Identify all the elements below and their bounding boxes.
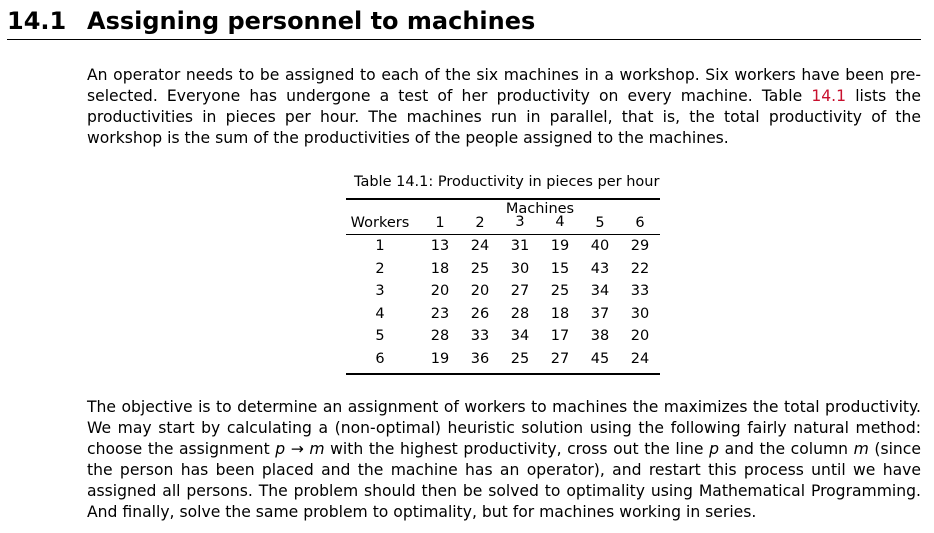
- productivity-cell: 25: [510, 351, 530, 367]
- worker-label: 4: [375, 305, 385, 322]
- table-bottom-rule: [346, 373, 660, 375]
- worker-label: 2: [375, 260, 385, 277]
- worker-label: 6: [375, 351, 385, 367]
- productivity-cell: 24: [630, 351, 650, 367]
- productivity-cell: 20: [430, 283, 450, 300]
- section-number: 14.1: [7, 7, 67, 35]
- objective-text-4: (since the person has been placed and the machine has an operator), and restart this process until we have assigned all persons. The problem should then be solved to optimality using Mathematical Programming. And finally, solve the same problem to optimality, but for machines working in series.: [87, 440, 921, 521]
- worker-label: 3: [375, 283, 385, 300]
- productivity-cell: 13: [430, 238, 450, 254]
- productivity-cell: 15: [550, 260, 570, 277]
- productivity-cell: 30: [510, 260, 530, 277]
- productivity-cell: 17: [550, 328, 570, 345]
- productivity-cell: 18: [430, 260, 450, 277]
- objective-text-1: The objective is to determine an assignment of workers to machines the maximizes the total productivity. We may start by calculating a (non-optimal) heuristic solution using the following fairly natural method: choose the assignment: [87, 398, 921, 458]
- productivity-cell: 36: [470, 351, 490, 367]
- productivity-cell: 29: [630, 238, 650, 254]
- productivity-cell: 18: [550, 305, 570, 322]
- math-p-line: p: [709, 440, 719, 458]
- intro-text-1: An operator needs to be assigned to each of the six machines in a workshop. Six workers have been pre-selected. Everyone has undergone a test of her productivity on every machine. Table: [87, 66, 921, 105]
- productivity-cell: 38: [590, 328, 610, 345]
- productivity-cell: 19: [430, 351, 450, 367]
- math-p: p: [275, 440, 286, 458]
- productivity-cell: 31: [510, 238, 530, 254]
- productivity-cell: 20: [630, 328, 650, 345]
- worker-label: 1: [375, 238, 385, 254]
- productivity-cell: 34: [510, 328, 530, 345]
- productivity-cell: 28: [510, 305, 530, 322]
- machine-column-header: 5: [595, 215, 605, 231]
- objective-paragraph: [87, 397, 921, 523]
- machine-column-header: 6: [635, 215, 645, 231]
- objective-text-2: with the highest productivity, cross out the line: [324, 440, 710, 458]
- math-m-column: m: [853, 440, 869, 458]
- productivity-cell: 27: [510, 283, 530, 300]
- machine-column-header: 4: [555, 214, 565, 230]
- productivity-cell: 27: [550, 351, 570, 367]
- productivity-cell: 40: [590, 238, 610, 254]
- section-title: Assigning personnel to machines: [87, 7, 536, 35]
- worker-label: 5: [375, 328, 385, 345]
- table-reference-link[interactable]: 14.1: [811, 87, 847, 105]
- workers-header: Workers: [350, 215, 410, 231]
- table-caption: [354, 172, 659, 192]
- productivity-cell: 34: [590, 283, 610, 300]
- objective-text-3: and the column: [719, 440, 854, 458]
- machines-group-header: Machines: [505, 201, 575, 217]
- productivity-cell: 28: [430, 328, 450, 345]
- productivity-cell: 26: [470, 305, 490, 322]
- productivity-cell: 30: [630, 305, 650, 322]
- section-heading: [7, 3, 921, 40]
- table-caption-text: Productivity in pieces per hour: [437, 174, 660, 190]
- productivity-cell: 37: [590, 305, 610, 322]
- productivity-cell: 23: [430, 305, 450, 322]
- table-label: Table 14.1:: [354, 174, 434, 190]
- table-header-rule: [346, 234, 660, 235]
- productivity-cell: 25: [470, 260, 490, 277]
- intro-paragraph: [87, 65, 921, 149]
- machine-column-header: 3: [515, 214, 525, 230]
- machine-column-header: 2: [475, 215, 485, 231]
- intro-text-2: lists the productivities in pieces per hour. The machines run in parallel, that is, the total productivity of the workshop is the sum of the productivities of the people assigned to the machines.: [87, 87, 921, 147]
- machine-column-header: 1: [435, 215, 445, 231]
- productivity-cell: 25: [550, 283, 570, 300]
- productivity-cell: 22: [630, 260, 650, 277]
- productivity-cell: 24: [470, 238, 490, 254]
- productivity-cell: 19: [550, 238, 570, 254]
- math-arrow: →: [290, 440, 304, 458]
- productivity-cell: 45: [590, 351, 610, 367]
- math-m: m: [309, 440, 325, 458]
- productivity-cell: 33: [470, 328, 490, 345]
- productivity-cell: 20: [470, 283, 490, 300]
- productivity-cell: 43: [590, 260, 610, 277]
- productivity-cell: 33: [630, 283, 650, 300]
